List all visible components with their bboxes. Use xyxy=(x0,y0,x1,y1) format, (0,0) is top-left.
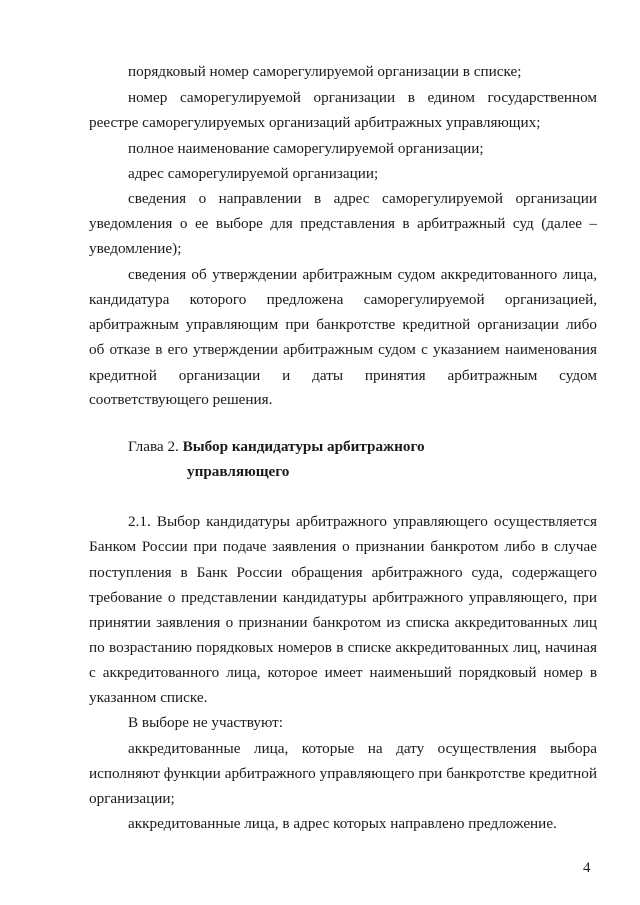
text-line: указанном списке. xyxy=(89,689,208,706)
text-line: арбитражным управляющим при банкротстве кредитной организации либо xyxy=(89,316,597,333)
chapter-prefix: Глава 2. xyxy=(128,438,183,455)
text-line: уведомления о ее выборе для представления в арбитражный суд (далее – xyxy=(89,215,597,232)
page-number: 4 xyxy=(583,860,591,876)
text-line: исполняют функции арбитражного управляющего при банкротстве кредитной xyxy=(89,765,597,782)
text-line: об отказе в его утверждении арбитражным судом с указанием наименования xyxy=(89,341,597,358)
text-line: кандидатура которого предложена саморегулируемой организацией, xyxy=(89,291,597,308)
text-line: полное наименование саморегулируемой организации; xyxy=(128,140,484,157)
text-line: с аккредитованного лица, которое имеет наименьший порядковый номер в xyxy=(89,664,597,681)
text-line: аккредитованные лица, в адрес которых направлено предложение. xyxy=(128,815,557,832)
text-line: соответствующего решения. xyxy=(89,391,273,408)
text-line: порядковый номер саморегулируемой организации в списке; xyxy=(128,63,522,80)
chapter-heading xyxy=(128,437,597,457)
text-line: номер саморегулируемой организации в едином государственном xyxy=(128,89,597,106)
text-line: организации; xyxy=(89,790,175,807)
text-line: принятии заявления о признании банкротом из списка аккредитованных лиц xyxy=(89,614,597,631)
text-line: кредитной организации и даты принятия арбитражным судом xyxy=(89,367,597,384)
text-line: адрес саморегулируемой организации; xyxy=(128,165,379,182)
chapter-title-cont: управляющего xyxy=(187,463,290,480)
text-line: аккредитованные лица, которые на дату осуществления выбора xyxy=(128,740,597,757)
text-line: требование о представлении кандидатуры арбитражного управляющего, при xyxy=(89,589,597,606)
chapter-title: Выбор кандидатуры арбитражного xyxy=(182,438,425,455)
text-line: реестре саморегулируемых организаций арбитражных управляющих; xyxy=(89,114,541,131)
text-line: уведомление); xyxy=(89,240,182,257)
text-line: Банком России при подаче заявления о признании банкротом либо в случае xyxy=(89,538,597,555)
chapter-heading-line2 xyxy=(187,462,487,482)
text-line: поступления в Банк России обращения арбитражного суда, содержащего xyxy=(89,564,597,581)
text-line: сведения о направлении в адрес саморегулируемой организации xyxy=(128,190,597,207)
text-line: сведения об утверждении арбитражным судом аккредитованного лица, xyxy=(128,266,597,283)
text-line: В выборе не участвуют: xyxy=(128,714,284,731)
text-line: 2.1. Выбор кандидатуры арбитражного управляющего осуществляется xyxy=(128,513,597,530)
text-line: по возрастанию порядковых номеров в списке аккредитованных лиц, начиная xyxy=(89,639,597,656)
